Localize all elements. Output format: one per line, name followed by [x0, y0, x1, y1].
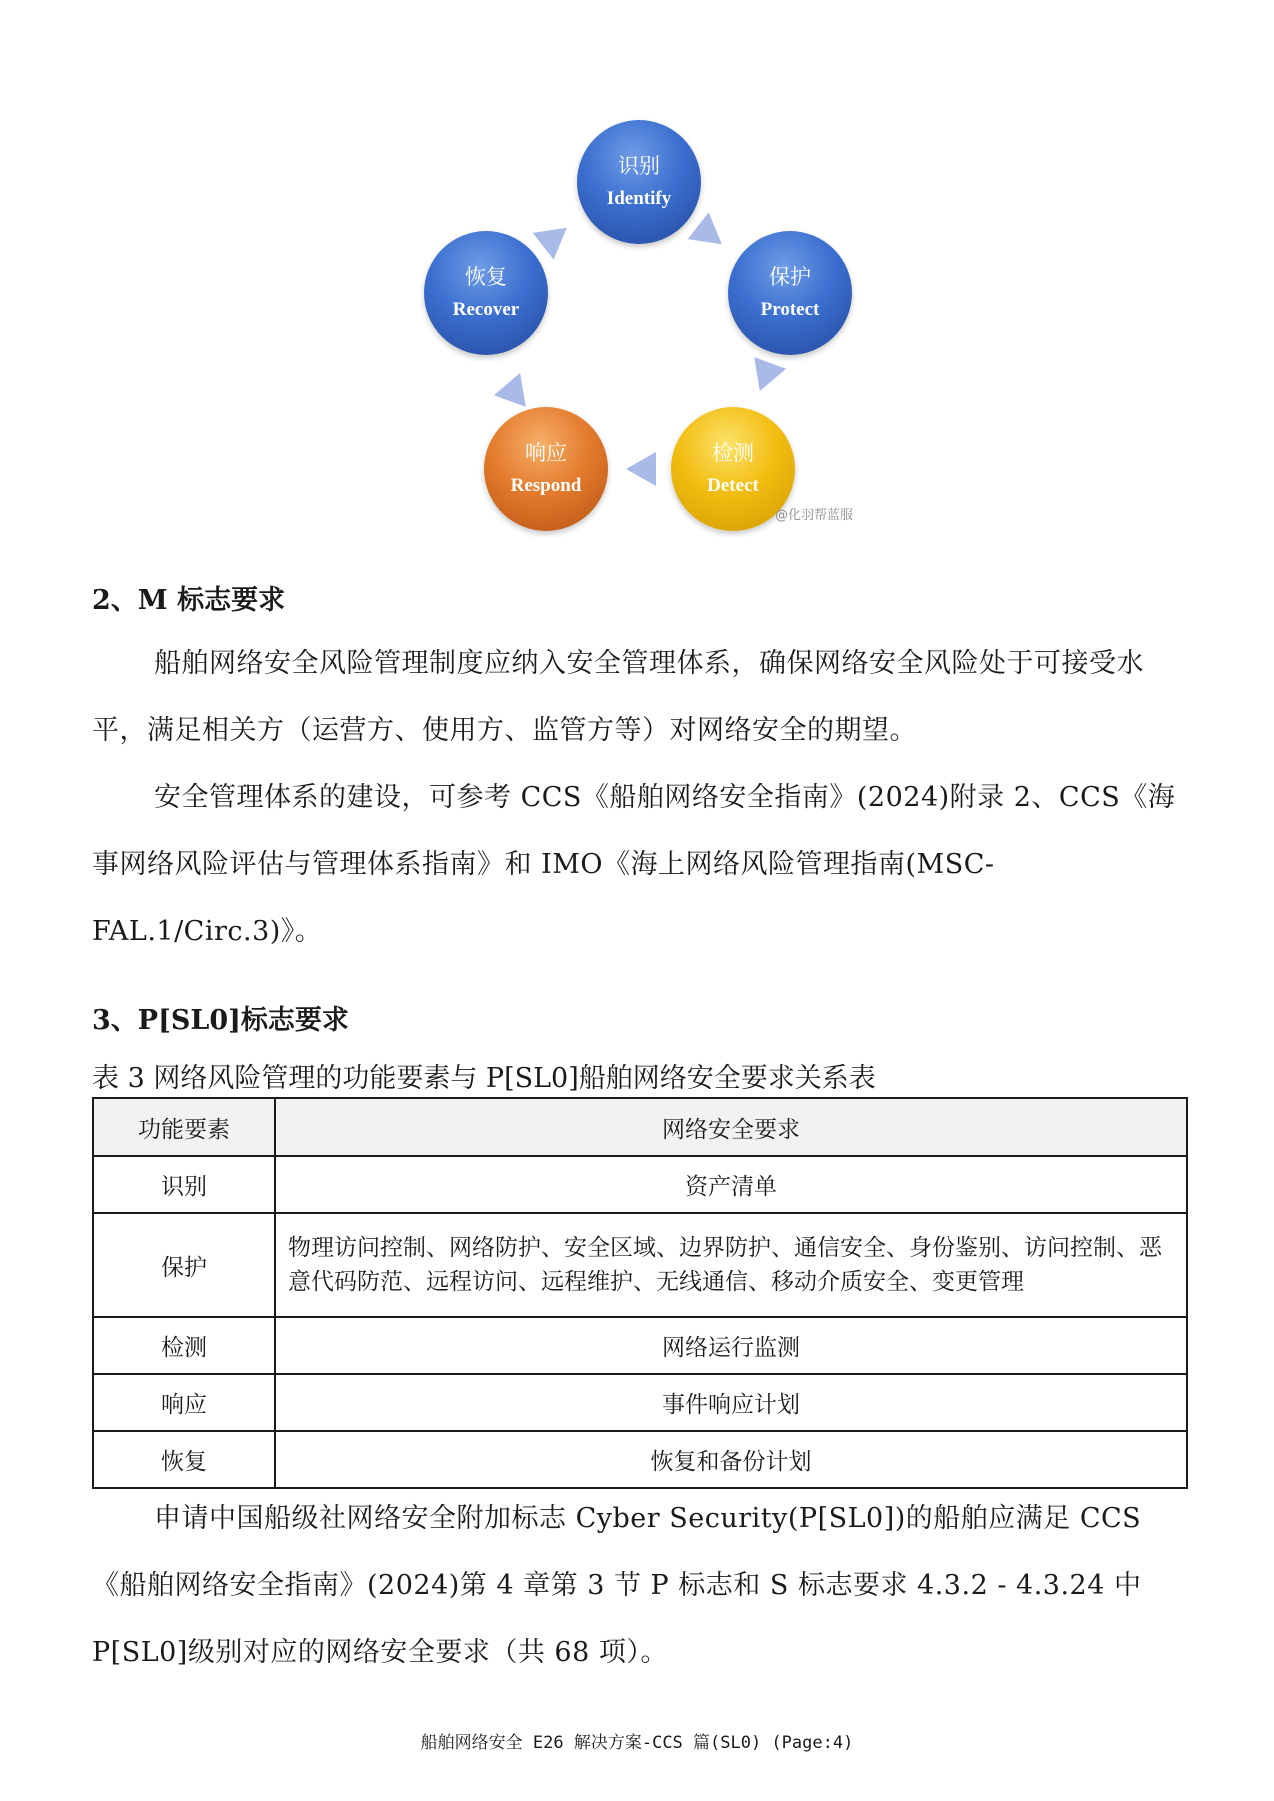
respond-en-label: Respond [510, 475, 582, 497]
section-m-paragraph-2 [92, 764, 1187, 965]
page-footer: 船舶网络安全 E26 解决方案-CCS 篇(SL0) (Page:4) [420, 1733, 854, 1753]
table-header-requirement: 网络安全要求 [275, 1098, 1187, 1156]
protect-cn-label: 保护 [769, 265, 811, 289]
watermark-text: @化羽帮蓝服 [775, 508, 854, 523]
table-cell-function: 保护 [93, 1213, 275, 1317]
detect-cn-label: 检测 [712, 441, 754, 465]
section-p-heading: 3、P[SL0]标志要求 [92, 1005, 349, 1036]
table-row [93, 1156, 1187, 1213]
recover-en-label: Recover [452, 299, 520, 321]
arrow-identify-to-protect [688, 212, 733, 257]
table-row [93, 1213, 1187, 1317]
table-row [93, 1317, 1187, 1374]
table-caption: 表 3 网络风险管理的功能要素与 P[SL0]船舶网络安全要求关系表 [92, 1063, 876, 1094]
table-cell-function: 识别 [93, 1156, 275, 1213]
section-m-paragraph-1 [92, 630, 1187, 764]
arrow-respond-to-recover [494, 367, 536, 407]
identify-en-label: Identify [606, 188, 672, 210]
detect-en-label: Detect [707, 475, 759, 497]
table-header-row [93, 1098, 1187, 1156]
table-cell-function: 响应 [93, 1374, 275, 1431]
table-cell-requirement: 事件响应计划 [275, 1374, 1187, 1431]
section-m-heading: 2、M 标志要求 [92, 585, 286, 616]
recover-node [424, 231, 548, 355]
respond-cn-label: 响应 [525, 441, 567, 465]
section-m-paragraph-1-text: 船舶网络安全风险管理制度应纳入安全管理体系，确保网络安全风险处于可接受水平，满足相关方（运营方、使用方、监管方等）对网络安全的期望。 [92, 648, 1144, 746]
table-row [93, 1374, 1187, 1431]
protect-en-label: Protect [760, 299, 820, 321]
arrow-detect-to-respond [626, 452, 656, 486]
table-cell-function: 检测 [93, 1317, 275, 1374]
respond-node [484, 407, 608, 531]
identify-node [577, 120, 701, 244]
table-row [93, 1431, 1187, 1488]
requirements-table [92, 1097, 1188, 1489]
table-cell-function: 恢复 [93, 1431, 275, 1488]
table-cell-requirement: 恢复和备份计划 [275, 1431, 1187, 1488]
nist-cycle-diagram [0, 0, 1274, 560]
section-m-paragraph-2-text: 安全管理体系的建设，可参考 CCS《船舶网络安全指南》(2024)附录 2、CCS《海事网络风险评估与管理体系指南》和 IMO《海上网络风险管理指南(MSC-FAL.1/Circ.3)》。 [92, 782, 1176, 947]
arrow-protect-to-detect [744, 357, 786, 397]
table-cell-requirement: 网络运行监测 [275, 1317, 1187, 1374]
section-p-paragraph-1-text: 申请中国船级社网络安全附加标志 Cyber Security(P[SL0])的船舶应满足 CCS《船舶网络安全指南》(2024)第 4 章第 3 节 P 标志和 S 标志要求 4.3.2 - 4.3.24 中 P[SL0]级别对应的网络安全要求（共 68 项）。 [92, 1503, 1142, 1668]
table-cell-requirement: 物理访问控制、网络防护、安全区域、边界防护、通信安全、身份鉴别、访问控制、恶意代码防范、远程访问、远程维护、无线通信、移动介质安全、变更管理 [275, 1213, 1187, 1317]
protect-node [728, 231, 852, 355]
table-header-function: 功能要素 [93, 1098, 275, 1156]
arrow-recover-to-identify [533, 214, 578, 259]
recover-cn-label: 恢复 [465, 265, 507, 289]
table-cell-requirement: 资产清单 [275, 1156, 1187, 1213]
identify-cn-label: 识别 [618, 154, 660, 178]
section-p-paragraph-1 [92, 1485, 1187, 1686]
